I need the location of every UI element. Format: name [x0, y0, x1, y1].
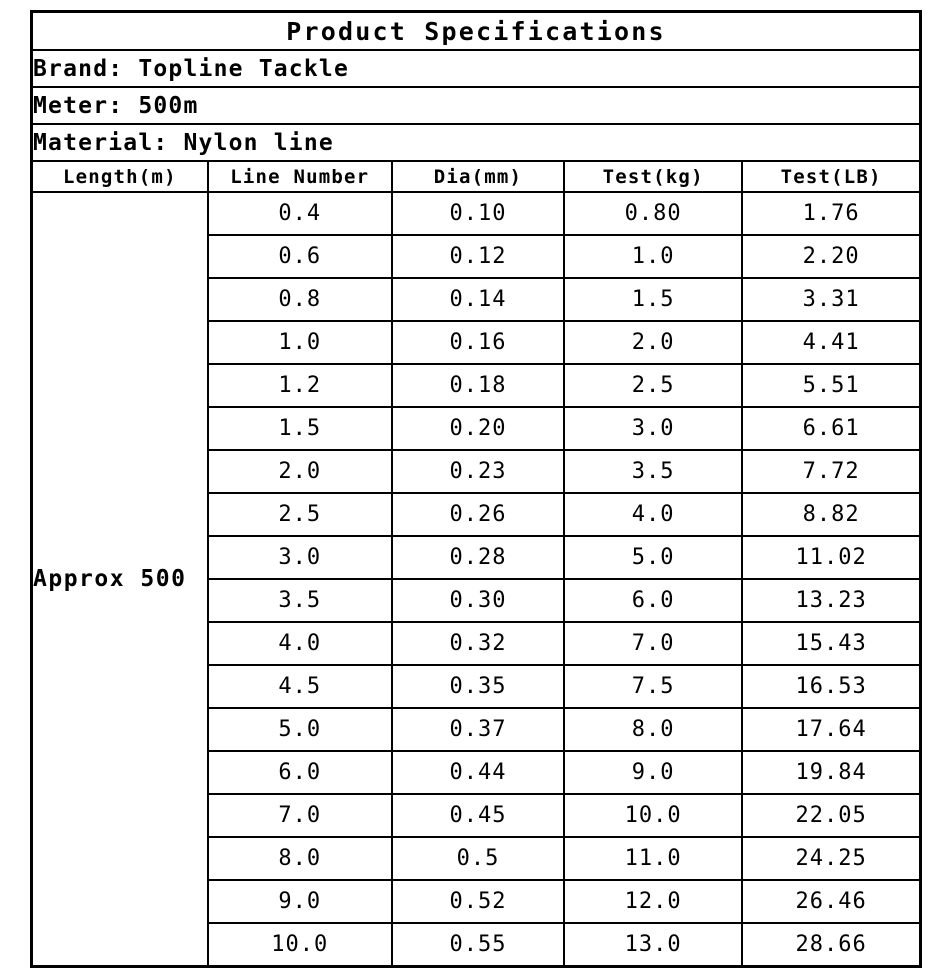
cell-line-number: 2.5 — [208, 493, 392, 536]
cell-test-lb: 4.41 — [742, 321, 920, 364]
cell-dia: 0.45 — [392, 794, 564, 837]
cell-line-number: 7.0 — [208, 794, 392, 837]
cell-test-lb: 17.64 — [742, 708, 920, 751]
cell-test-lb: 15.43 — [742, 622, 920, 665]
cell-line-number: 2.0 — [208, 450, 392, 493]
meter-info: Meter: 500m — [32, 87, 921, 124]
table-row — [32, 192, 921, 235]
cell-test-kg: 5.0 — [564, 536, 742, 579]
cell-test-kg: 1.5 — [564, 278, 742, 321]
info-row-brand — [32, 50, 921, 87]
cell-dia: 0.14 — [392, 278, 564, 321]
product-specifications-table — [30, 10, 922, 968]
cell-test-lb: 19.84 — [742, 751, 920, 794]
title-row — [32, 12, 921, 51]
cell-dia: 0.10 — [392, 192, 564, 235]
cell-dia: 0.52 — [392, 880, 564, 923]
cell-dia: 0.18 — [392, 364, 564, 407]
cell-test-kg: 12.0 — [564, 880, 742, 923]
cell-test-lb: 5.51 — [742, 364, 920, 407]
cell-test-kg: 4.0 — [564, 493, 742, 536]
cell-line-number: 0.4 — [208, 192, 392, 235]
cell-dia: 0.12 — [392, 235, 564, 278]
cell-dia: 0.20 — [392, 407, 564, 450]
cell-test-lb: 13.23 — [742, 579, 920, 622]
header-row — [32, 161, 921, 192]
cell-test-kg: 10.0 — [564, 794, 742, 837]
cell-line-number: 4.0 — [208, 622, 392, 665]
cell-line-number: 1.0 — [208, 321, 392, 364]
cell-test-lb: 7.72 — [742, 450, 920, 493]
cell-test-kg: 3.5 — [564, 450, 742, 493]
cell-test-lb: 24.25 — [742, 837, 920, 880]
cell-dia: 0.28 — [392, 536, 564, 579]
cell-line-number: 10.0 — [208, 923, 392, 967]
cell-line-number: 0.8 — [208, 278, 392, 321]
cell-test-lb: 26.46 — [742, 880, 920, 923]
cell-line-number: 3.5 — [208, 579, 392, 622]
cell-test-kg: 7.0 — [564, 622, 742, 665]
cell-line-number: 1.2 — [208, 364, 392, 407]
cell-line-number: 4.5 — [208, 665, 392, 708]
column-header-dia: Dia(mm) — [392, 161, 564, 192]
cell-test-kg: 1.0 — [564, 235, 742, 278]
cell-test-kg: 2.5 — [564, 364, 742, 407]
cell-test-kg: 0.80 — [564, 192, 742, 235]
cell-line-number: 1.5 — [208, 407, 392, 450]
cell-line-number: 8.0 — [208, 837, 392, 880]
cell-test-lb: 28.66 — [742, 923, 920, 967]
cell-test-kg: 2.0 — [564, 321, 742, 364]
cell-dia: 0.55 — [392, 923, 564, 967]
cell-dia: 0.37 — [392, 708, 564, 751]
column-header-test-lb: Test(LB) — [742, 161, 920, 192]
material-info: Material: Nylon line — [32, 124, 921, 161]
cell-line-number: 9.0 — [208, 880, 392, 923]
cell-dia: 0.30 — [392, 579, 564, 622]
cell-dia: 0.35 — [392, 665, 564, 708]
cell-test-kg: 3.0 — [564, 407, 742, 450]
cell-test-kg: 8.0 — [564, 708, 742, 751]
cell-dia: 0.23 — [392, 450, 564, 493]
cell-test-lb: 6.61 — [742, 407, 920, 450]
brand-info: Brand: Topline Tackle — [32, 50, 921, 87]
cell-line-number: 6.0 — [208, 751, 392, 794]
cell-line-number: 3.0 — [208, 536, 392, 579]
table-body — [32, 12, 921, 967]
cell-dia: 0.32 — [392, 622, 564, 665]
cell-dia: 0.44 — [392, 751, 564, 794]
column-header-test-kg: Test(kg) — [564, 161, 742, 192]
info-row-material — [32, 124, 921, 161]
cell-test-kg: 6.0 — [564, 579, 742, 622]
cell-test-kg: 9.0 — [564, 751, 742, 794]
cell-dia: 0.26 — [392, 493, 564, 536]
cell-test-lb: 11.02 — [742, 536, 920, 579]
cell-test-kg: 11.0 — [564, 837, 742, 880]
cell-test-lb: 16.53 — [742, 665, 920, 708]
cell-dia: 0.5 — [392, 837, 564, 880]
cell-test-lb: 8.82 — [742, 493, 920, 536]
cell-line-number: 0.6 — [208, 235, 392, 278]
column-header-length: Length(m) — [32, 161, 208, 192]
cell-test-lb: 3.31 — [742, 278, 920, 321]
cell-test-kg: 7.5 — [564, 665, 742, 708]
cell-test-lb: 2.20 — [742, 235, 920, 278]
length-value: Approx 500 — [32, 192, 208, 967]
cell-test-kg: 13.0 — [564, 923, 742, 967]
info-row-meter — [32, 87, 921, 124]
cell-test-lb: 1.76 — [742, 192, 920, 235]
column-header-line-number: Line Number — [208, 161, 392, 192]
page-title: Product Specifications — [32, 12, 921, 51]
cell-test-lb: 22.05 — [742, 794, 920, 837]
cell-line-number: 5.0 — [208, 708, 392, 751]
cell-dia: 0.16 — [392, 321, 564, 364]
